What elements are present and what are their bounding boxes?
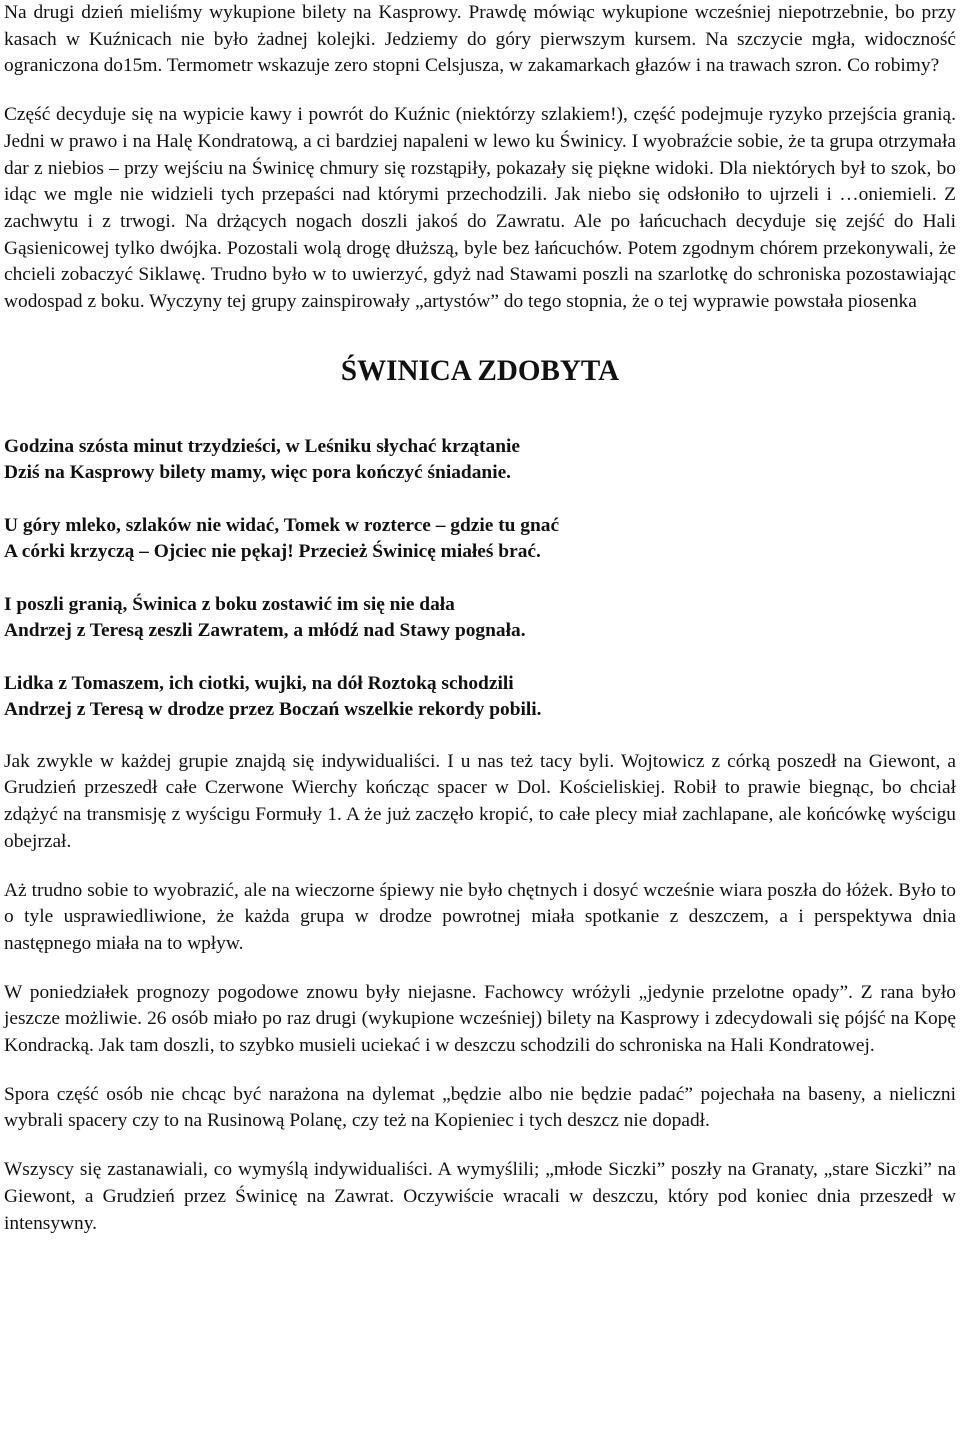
document-page xyxy=(4,0,956,1237)
song-stanza-4 xyxy=(4,671,956,724)
stanza-2-line-1: U góry mleko, szlaków nie widać, Tomek w rozterce – gdzie tu gnać xyxy=(4,514,560,536)
paragraph-pools-walks: Spora część osób nie chcąc być narażona na dylemat „będzie albo nie będzie padać” pojechała na baseny, a nieliczni wybrali spacery czy to na Rusinową Polanę, czy też na Kopieniec i tych deszcz nie dopadł. xyxy=(4,1083,956,1132)
paragraph-individualists: Jak zwykle w każdej grupie znajdą się indywidualiści. I u nas też tacy byli. Wojtowicz z córką poszedł na Giewont, a Grudzień przeszedł całe Czerwone Wierchy kończąc spacer w Dol. Kościeliskiej. Robił to prawie biegnąc, bo chciał zdążyć na transmisję z wyścigu Formuły 1. A że już zaczęło kropić, to całe plecy miał zachlapane, ale końcówkę wyścigu obejrzał. xyxy=(4,750,956,852)
stanza-3-line-1: I poszli granią, Świnica z boku zostawić im się nie dała xyxy=(4,593,455,615)
song-stanza-3 xyxy=(4,592,956,645)
paragraph-siczki: Wszyscy się zastanawiali, co wymyślą indywidualiści. A wymyślili; „młode Siczki” poszły na Granaty, „stare Siczki” na Giewont, a Grudzień przez Świnicę na Zawrat. Oczywiście wracali w deszczu, który pod koniec dnia przeszedł w intensywny. xyxy=(4,1159,956,1234)
paragraph-evening: Aż trudno sobie to wyobrazić, ale na wieczorne śpiewy nie było chętnych i dosyć wcześnie wiara poszła do łóżek. Było to o tyle usprawiedliwione, że każda grupa w drodze powrotnej miała spotkanie z deszczem, a i perspektywa dnia następnego miała na to wpływ. xyxy=(4,879,956,954)
stanza-1-line-2: Dziś na Kasprowy bilety mamy, więc pora kończyć śniadanie. xyxy=(4,462,512,484)
stanza-4-line-2: Andrzej z Teresą w drodze przez Boczań wszelkie rekordy pobili. xyxy=(4,699,542,721)
song-stanza-1 xyxy=(4,434,956,487)
song-stanza-2 xyxy=(4,513,956,566)
paragraph-kasprowy-morning: Na drugi dzień mieliśmy wykupione bilety na Kasprowy. Prawdę mówiąc wykupione wcześniej niepotrzebnie, bo przy kasach w Kuźnicach nie było żadnej kolejki. Jedziemy do góry pierwszym kursem. Na szczycie mgła, widoczność ograniczona do15m. Termometr wskazuje zero stopni Celsjusza, w zakamarkach głazów i na trawach szron. Co robimy? xyxy=(4,2,956,77)
song-title: ŚWINICA ZDOBYTA xyxy=(340,354,620,387)
stanza-4-line-1: Lidka z Tomaszem, ich ciotki, wujki, na dół Roztoką schodzili xyxy=(4,672,514,694)
stanza-2-line-2: A córki krzyczą – Ojciec nie pękaj! Przecież Świnicę miałeś brać. xyxy=(4,541,541,563)
stanza-1-line-1: Godzina szósta minut trzydzieści, w Leśniku słychać krzątanie xyxy=(4,435,520,457)
stanza-3-line-2: Andrzej z Teresą zeszli Zawratem, a młódź nad Stawy pognała. xyxy=(4,620,526,642)
paragraph-monday-forecast: W poniedziałek prognozy pogodowe znowu były niejasne. Fachowcy wróżyli „jedynie przelotne opady”. Z rana było jeszcze możliwie. 26 osób miało po raz drugi (wykupione wcześniej) bilety na Kasprowy i zdecydowali się pójść na Kopę Kondracką. Jak tam doszli, to szybko musieli uciekać i w deszczu schodzili do schroniska na Hali Kondratowej. xyxy=(4,981,956,1057)
paragraph-swinica-ridge: Część decyduje się na wypicie kawy i powrót do Kuźnic (niektórzy szlakiem!), część podejmuje ryzyko przejścia granią. Jedni w prawo i na Halę Kondratową, a ci bardziej napaleni w lewo ku Świnicy. I wyobraźcie sobie, że ta grupa otrzymała dar z niebios – przy wejściu na Świnicę chmury się rozstąpiły, pokazały się piękne widoki. Dla niektórych był to szok, bo idąc we mgle nie widzieli tych przepaści nad którymi przechodzili. Jak niebo się odsłoniło to ujrzeli i …oniemieli. Z zachwytu i z trwogi. Na drżących nogach doszli jakoś do Zawratu. Ale po łańcuchach decyduje się zejść do Hali Gąsienicowej tylko dwójka. Pozostali wolą drogę dłuższą, byle bez łańcuchów. Potem zgodnym chórem przekonywali, że chcieli zobaczyć Siklawę. Trudno było w to uwierzyć, gdyż nad Stawami poszli na szarlotkę do schroniska pozostawiając wodospad z boku. Wyczyny tej grupy zainspirowały „artystów” do tego stopnia, że o tej wyprawie powstała piosenka xyxy=(4,104,956,313)
